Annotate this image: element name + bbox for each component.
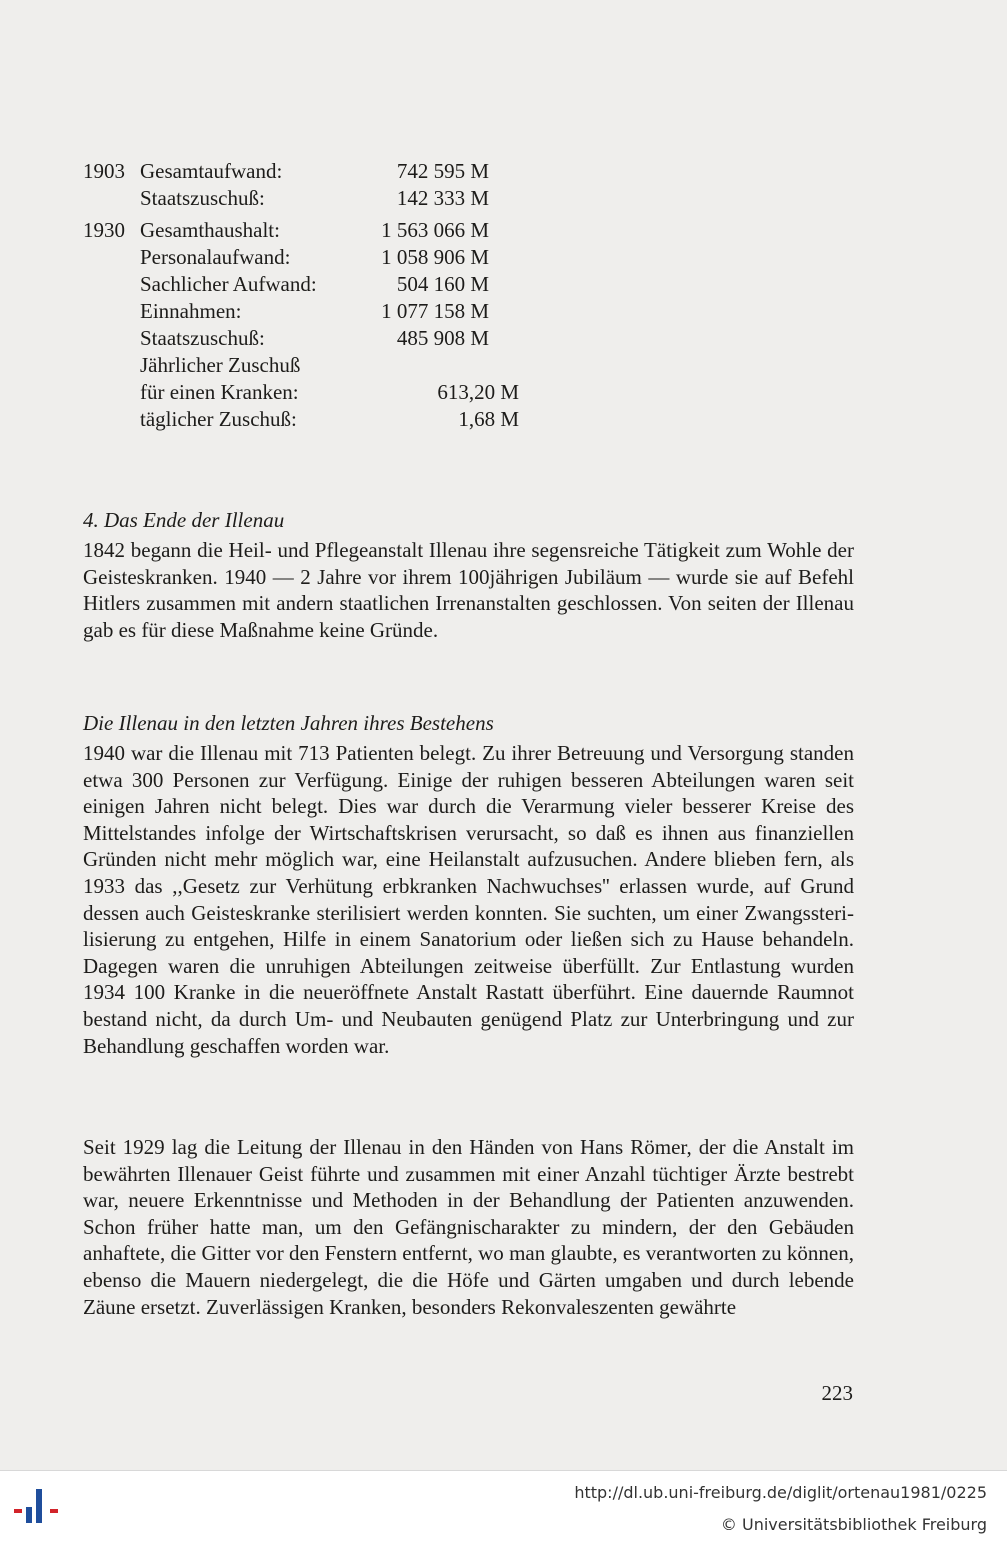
finance-label: Jährlicher Zuschuß bbox=[140, 353, 301, 377]
footer-bar bbox=[0, 1470, 1007, 1544]
finance-label: Gesamtaufwand: bbox=[140, 159, 283, 183]
finance-label: Staatszuschuß: bbox=[140, 186, 265, 210]
subsection-paragraph-1: 1940 war die Illenau mit 713 Patienten belegt. Zu ihrer Betreuung und Versorgung standen etwa 300 Personen zur Verfügung. Einige der ruhigen besseren Abteilungen waren seit einigen Jahren nicht belegt. Dies war durch die Verarmung vieler besserer Kreise des Mittelstandes infolge der Wirtschaftskrisen verursacht, so daß es ihnen aus finanziellen Gründen nicht mehr möglich war, eine Heilanstalt aufzusuchen. Andere blieben fern, als 1933 das ,,Gesetz zur Verhütung erbkranken Nachwuchses'' erlassen wurde, auf Grund dessen auch Geisteskranke sterilisiert werden konnten. Sie suchten, um einer Zwangssterilisierung zu entgehen, Hilfe in einem Sanatorium oder ließen sich zu Hause behandeln. Dagegen waren die unruhigen Abteilungen zeitweise überfüllt. Zur Entlastung wurden 1934 100 Kranke in die neueröffnete Anstalt Rastatt überführt. Eine dauernde Raumnot bestand nicht, da durch Um- und Neubauten genügend Platz zur Unterbringung und zur Behandlung geschaffen worden war. bbox=[83, 741, 854, 1058]
finance-row bbox=[83, 325, 603, 352]
finance-label: Gesamthaushalt: bbox=[140, 218, 280, 242]
finance-amount: 504 160 M bbox=[396, 272, 489, 296]
section-heading: 4. Das Ende der Illenau bbox=[83, 508, 285, 532]
finance-amount: 742 595 M bbox=[396, 159, 489, 183]
section-paragraph: 1842 begann die Heil- und Pflegeanstalt Illenau ihre segensreiche Tätigkeit zum Wohle der Geisteskranken. 1940 — 2 Jahre vor ihrem 100jährigen Jubiläum — wurde sie auf Befehl Hitlers zusammen mit andern staatlichen Irrenanstalten geschlossen. Von seiten der Illenau gab es für diese Maßnahme keine Gründe. bbox=[83, 538, 854, 642]
finance-row bbox=[83, 158, 603, 185]
finance-label: für einen Kranken: bbox=[140, 380, 299, 404]
page-number: 223 bbox=[821, 1381, 853, 1405]
finance-label: Einnahmen: bbox=[140, 299, 242, 323]
finance-row bbox=[83, 185, 603, 212]
finance-amount: 1,68 M bbox=[458, 407, 519, 431]
finance-year: 1903 bbox=[83, 159, 125, 183]
subsection-paragraph-2: Seit 1929 lag die Leitung der Illenau in den Händen von Hans Römer, der die Anstalt im bewährten Illenauer Geist führte und zusammen mit einer Anzahl tüchtiger Ärzte bestrebt war, neuere Erkenntnisse und Methoden in der Behandlung der Patienten anzuwenden. Schon früher hatte man, um den Gefängnischarakter zu mindern, der den Gebäuden anhaftete, die Gitter vor den Fenstern entfernt, wo man glaubte, es verantworten zu können, ebenso die Mauern niedergelegt, die die Höfe und Gärten umgaben und durch lebende Zäune ersetzt. Zuverlässigen Kranken, besonders Rekonvaleszenten gewährte bbox=[83, 1135, 854, 1319]
finance-row bbox=[83, 352, 603, 379]
footer-copyright: © Universitätsbibliothek Freiburg bbox=[720, 1515, 987, 1534]
finance-year: 1930 bbox=[83, 218, 125, 242]
finance-label: Sachlicher Aufwand: bbox=[140, 272, 317, 296]
finance-label: täglicher Zuschuß: bbox=[140, 407, 297, 431]
finance-row bbox=[83, 244, 603, 271]
finance-label: Staatszuschuß: bbox=[140, 326, 265, 350]
finance-amount: 1 563 066 M bbox=[381, 218, 489, 242]
finance-amount: 613,20 M bbox=[437, 380, 519, 404]
finance-row bbox=[83, 406, 603, 433]
finance-row bbox=[83, 379, 603, 406]
finance-amount: 1 058 906 M bbox=[381, 245, 489, 269]
footer-url-link[interactable]: http://dl.ub.uni-freiburg.de/diglit/ortenau1981/0225 bbox=[574, 1483, 987, 1502]
finance-amount: 485 908 M bbox=[396, 326, 489, 350]
finance-row bbox=[83, 217, 603, 244]
finance-label: Personalaufwand: bbox=[140, 245, 291, 269]
finance-row bbox=[83, 298, 603, 325]
finance-table bbox=[83, 158, 603, 433]
finance-row bbox=[83, 271, 603, 298]
subsection-heading: Die Illenau in den letzten Jahren ihres Bestehens bbox=[83, 711, 494, 735]
finance-amount: 1 077 158 M bbox=[381, 299, 489, 323]
ub-freiburg-logo-icon bbox=[10, 1485, 62, 1537]
finance-amount: 142 333 M bbox=[396, 186, 489, 210]
